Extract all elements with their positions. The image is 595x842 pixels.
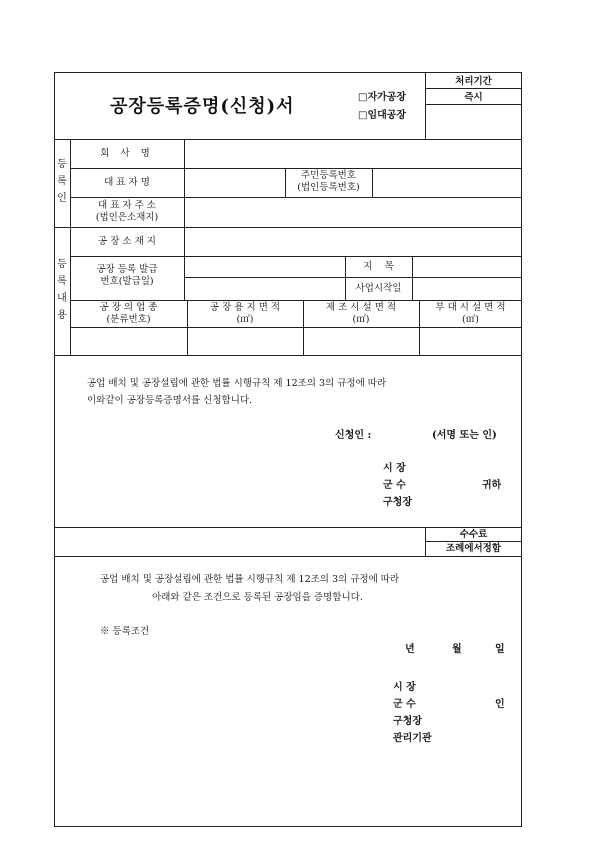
manufacturing-area-header: 제 조 시 설 면 적 (㎡) [325, 302, 397, 325]
site-area-header: 공 장 용 지 면 적 (㎡) [209, 302, 281, 325]
representative-address-field[interactable] [185, 198, 521, 226]
land-category-label: 지 목 [363, 261, 394, 272]
application-statement-line1: 공업 배치 및 공장설립에 관한 법률 시행규칙 제 12조의 3의 규정에 따라 [87, 378, 387, 389]
processing-period-label: 처리기간 [455, 76, 492, 87]
site-area-field[interactable] [188, 328, 302, 354]
processing-period-value: 즉시 [464, 92, 483, 103]
issue-number-label: 공장 등록 발급 번호(발급일) [96, 264, 158, 287]
seal-label: 인 [495, 699, 505, 710]
divider [54, 527, 522, 528]
registration-conditions-label: ※ 등록조건 [100, 626, 150, 637]
business-start-date-label: 사업시작일 [355, 283, 402, 294]
page-title: 공장등록증명(신청)서 [110, 96, 295, 117]
manufacturing-area-field[interactable] [304, 328, 418, 354]
authority-county: 군 수 [383, 480, 406, 491]
divider [54, 355, 522, 356]
certificate-statement-line1: 공업 배치 및 공장설립에 관한 법률 시행규칙 제 12조의 3의 규정에 따라 [100, 574, 400, 585]
registrant-side-label: 등 록 인 [57, 159, 67, 204]
representative-address-label: 대 표 자 주 소 (법인은소재지) [95, 200, 159, 223]
business-start-date-field[interactable] [413, 278, 521, 299]
date-year: 년 [405, 644, 415, 655]
land-category-field[interactable] [413, 257, 521, 276]
resident-number-field[interactable] [373, 169, 521, 196]
divider [425, 541, 522, 542]
option-own-factory[interactable]: □자가공장 [358, 92, 407, 103]
industry-type-header: 공 장 의 업 종 (분류번호) [99, 302, 158, 325]
fee-label: 수수료 [459, 529, 488, 540]
certificate-statement-line2: 아래와 같은 조건으로 등록된 공장임을 증명합니다. [152, 592, 363, 603]
industry-type-field[interactable] [71, 328, 186, 354]
divider [425, 88, 522, 89]
date-month: 월 [452, 644, 462, 655]
application-statement-line2: 이와같이 공장등록증명서를 신청합니다. [87, 395, 253, 406]
representative-name-label: 대 표 자 명 [104, 177, 150, 188]
applicant-field[interactable] [375, 428, 430, 442]
certificate-authority-mayor: 시 장 [393, 682, 416, 693]
registration-side-label: 등 록 내 용 [57, 259, 67, 321]
auxiliary-area-header: 부 대 시 설 면 적 (㎡) [435, 302, 506, 325]
authority-mayor: 시 장 [383, 463, 406, 474]
fee-value: 조례에서정함 [445, 543, 502, 554]
resident-number-label: 주민등록번호 (법인등록번호) [297, 170, 360, 193]
certificate-authority-agency: 관리기관 [393, 733, 432, 744]
factory-location-field[interactable] [185, 228, 521, 255]
factory-location-label: 공 장 소 재 지 [98, 236, 156, 247]
company-name-field[interactable] [185, 140, 521, 167]
issue-number-field[interactable] [185, 257, 344, 299]
representative-name-field[interactable] [185, 169, 284, 196]
certificate-authority-county: 군 수 [393, 699, 416, 710]
addressee-label: 귀하 [482, 480, 502, 491]
company-name-label: 회 사 명 [100, 148, 154, 159]
certificate-authority-district: 구청장 [393, 716, 422, 727]
divider [425, 104, 522, 105]
registration-conditions-field[interactable] [168, 623, 508, 637]
option-leased-factory[interactable]: □임대공장 [358, 110, 407, 121]
divider [54, 556, 522, 557]
divider [70, 300, 522, 301]
authority-district: 구청장 [383, 497, 412, 508]
signature-label: (서명 또는 인) [432, 430, 497, 441]
auxiliary-area-field[interactable] [420, 328, 521, 354]
date-day: 일 [495, 644, 505, 655]
applicant-label: 신청인 : [335, 430, 372, 441]
